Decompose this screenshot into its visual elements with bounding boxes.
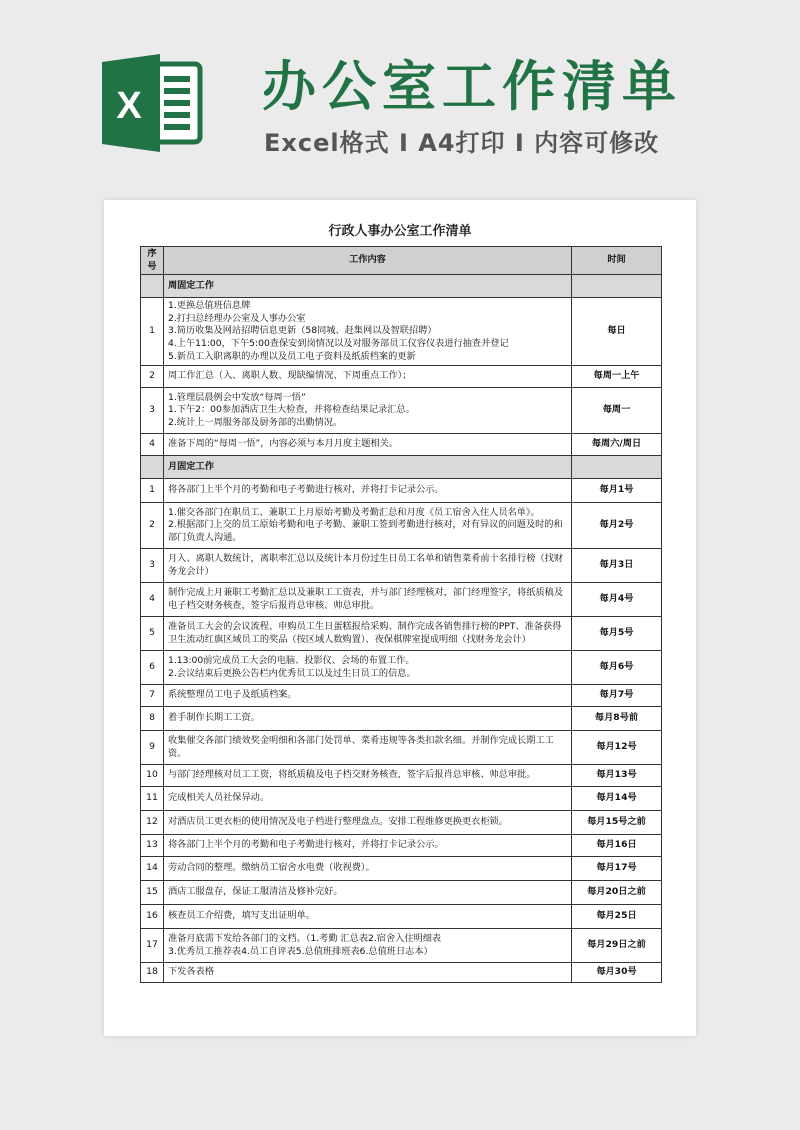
row-content	[164, 787, 572, 811]
section-row	[141, 456, 662, 479]
content-line: 系统整理员工电子及纸质档案。	[168, 689, 297, 701]
row-time: 每月1号	[572, 479, 662, 503]
work-list-table	[140, 246, 662, 983]
row-content	[164, 765, 572, 787]
content-line: 3.优秀员工推荐表4.员工自评表5.总值班排班表6.总值班日志本）	[168, 945, 433, 957]
row-content	[164, 434, 572, 456]
content-line: 下发各表格	[168, 966, 214, 978]
row-time: 每月7号	[572, 685, 662, 707]
row-content	[164, 503, 572, 549]
row-time: 每月14号	[572, 787, 662, 811]
content-line: 将各部门上半个月的考勤和电子考勤进行核对，并将打卡记录公示。	[168, 484, 444, 496]
row-content	[164, 731, 572, 765]
row-number: 1	[141, 298, 164, 366]
content-line: 制作完成上月兼职工考勤汇总以及兼职工工资表，并与部门经理核对，部门经理签字，将纸质稿及电子档交财务核查，签字后报肖总审核、帅总审批。	[168, 587, 564, 611]
row-time: 每月25日	[572, 905, 662, 929]
table-row	[141, 857, 662, 881]
row-content	[164, 835, 572, 857]
table-row	[141, 617, 662, 651]
content-line: 1.管理层晨例会中发放“每周一悟”	[168, 391, 306, 403]
row-number: 13	[141, 835, 164, 857]
row-time: 每周一	[572, 388, 662, 434]
table-row	[141, 905, 662, 929]
table-row	[141, 479, 662, 503]
section-title: 月固定工作	[164, 456, 572, 479]
row-number: 14	[141, 857, 164, 881]
row-content	[164, 929, 572, 963]
row-time: 每月3日	[572, 549, 662, 583]
table-row	[141, 881, 662, 905]
column-header-no: 序号	[141, 247, 164, 275]
table-row	[141, 765, 662, 787]
row-time: 每日	[572, 298, 662, 366]
svg-text:X: X	[116, 85, 142, 127]
content-line: 1.更换总值班信息牌	[168, 300, 251, 312]
content-line: 2.根据部门上交的员工原始考勤和电子考勤、兼职工签到考勤进行核对，对有异议的问题及时的和部门负责人沟通。	[168, 519, 563, 543]
table-row	[141, 434, 662, 456]
row-content	[164, 905, 572, 929]
content-line: 完成相关人员社保异动。	[168, 792, 270, 804]
content-line: 核查员工介绍费，填写支出证明单。	[168, 910, 315, 922]
section-time-cell	[572, 456, 662, 479]
content-line: 2.统计上一周服务部及厨务部的出勤情况。	[168, 416, 343, 428]
row-number: 2	[141, 366, 164, 388]
row-number: 6	[141, 651, 164, 685]
content-line: 1.下午2：00参加酒店卫生大检查，并将检查结果记录汇总。	[168, 404, 415, 416]
table-row	[141, 503, 662, 549]
row-content	[164, 549, 572, 583]
row-time: 每月4号	[572, 583, 662, 617]
row-time: 每周一上午	[572, 366, 662, 388]
table-row	[141, 388, 662, 434]
row-number: 17	[141, 929, 164, 963]
row-content	[164, 298, 572, 366]
table-row	[141, 651, 662, 685]
row-number: 10	[141, 765, 164, 787]
content-line: 月入、离职人数统计，离职率汇总以及统计本月份过生日员工名单和销售菜肴前十名排行榜（找财务龙会计）	[168, 553, 564, 577]
page-subtitle: Excel格式 I A4打印 I 内容可修改	[264, 129, 660, 157]
row-number: 3	[141, 549, 164, 583]
row-content	[164, 881, 572, 905]
content-line: 收集催交各部门绩效奖金明细和各部门处罚单、菜肴违规等各类扣款名细。并制作完成长期工工资。	[168, 735, 554, 759]
row-content	[164, 651, 572, 685]
row-number: 11	[141, 787, 164, 811]
section-no-cell	[141, 275, 164, 298]
row-number: 1	[141, 479, 164, 503]
content-line: 5.新员工入职离职的办理以及员工电子资料及纸质档案的更新	[168, 350, 416, 362]
table-row	[141, 707, 662, 731]
row-time: 每月17号	[572, 857, 662, 881]
table-header-row	[141, 247, 662, 275]
content-line: 劳动合同的整理。缴纳员工宿舍水电费（收视费）。	[168, 862, 375, 874]
content-line: 准备员工大会的会议流程、申购员工生日蛋糕报给采购、制作完成各销售排行榜的PPT、准备获得卫生流动红旗区域员工的奖品（按区域人数购置）、夜保棋牌室提成明细（找财务龙会计）	[168, 621, 562, 645]
row-content	[164, 366, 572, 388]
row-content	[164, 479, 572, 503]
row-number: 12	[141, 811, 164, 835]
column-header-time: 时间	[572, 247, 662, 275]
excel-logo-icon	[98, 50, 204, 156]
row-number: 8	[141, 707, 164, 731]
content-line: 周工作汇总（入、离职人数、现缺编情况、下周重点工作）；	[168, 370, 412, 382]
row-time: 每月20日之前	[572, 881, 662, 905]
content-line: 着手制作长期工工资。	[168, 712, 260, 724]
content-line: 4.上午11:00，下午5:00查保安到岗情况以及对服务部员工仪容仪表进行抽查并登记	[168, 337, 509, 349]
page-title: 办公室工作清单	[262, 55, 682, 118]
document-sheet	[104, 200, 696, 1036]
content-line: 1.催交各部门在职员工、兼职工上月原始考勤及考勤汇总和月度《员工宿舍入住人员名单》。	[168, 506, 540, 518]
row-content	[164, 707, 572, 731]
section-time-cell	[572, 275, 662, 298]
content-line: 1.13:00前完成员工大会的电脑、投影仪、会场的布置工作。	[168, 655, 415, 667]
table-body	[141, 275, 662, 983]
row-content	[164, 617, 572, 651]
content-line: 2.打扫总经理办公室及人事办公室	[168, 312, 306, 324]
row-time: 每月8号前	[572, 707, 662, 731]
table-row	[141, 685, 662, 707]
section-title: 周固定工作	[164, 275, 572, 298]
row-content	[164, 963, 572, 983]
content-line: 酒店工服盘存，保证工服清洁及修补完好。	[168, 886, 343, 898]
table-row	[141, 811, 662, 835]
row-number: 4	[141, 583, 164, 617]
row-content	[164, 811, 572, 835]
section-row	[141, 275, 662, 298]
column-header-content: 工作内容	[164, 247, 572, 275]
row-time: 每月15号之前	[572, 811, 662, 835]
table-row	[141, 787, 662, 811]
row-number: 16	[141, 905, 164, 929]
section-no-cell	[141, 456, 164, 479]
table-row	[141, 731, 662, 765]
row-time: 每月2号	[572, 503, 662, 549]
row-content	[164, 857, 572, 881]
row-content	[164, 685, 572, 707]
table-row	[141, 549, 662, 583]
row-time: 每月5号	[572, 617, 662, 651]
table-row	[141, 366, 662, 388]
table-row	[141, 298, 662, 366]
row-number: 9	[141, 731, 164, 765]
row-time: 每周六/周日	[572, 434, 662, 456]
document-title: 行政人事办公室工作清单	[328, 224, 472, 239]
row-time: 每月13号	[572, 765, 662, 787]
row-number: 7	[141, 685, 164, 707]
row-content	[164, 583, 572, 617]
row-number: 18	[141, 963, 164, 983]
row-time: 每月16日	[572, 835, 662, 857]
table-row	[141, 583, 662, 617]
row-content	[164, 388, 572, 434]
table-row	[141, 929, 662, 963]
content-line: 2.会议结束后更换公告栏内优秀员工以及过生日员工的信息。	[168, 667, 416, 679]
row-time: 每月12号	[572, 731, 662, 765]
content-line: 将各部门上半个月的考勤和电子考勤进行核对，并将打卡记录公示。	[168, 839, 444, 851]
row-time: 每月29日之前	[572, 929, 662, 963]
row-time: 每月30号	[572, 963, 662, 983]
content-line: 准备月底需下发给各部门的文档。（1.考勤 汇总表2.宿舍入住明细表	[168, 933, 442, 945]
content-line: 与部门经理核对员工工资，将纸质稿及电子档交财务核查，签字后报肖总审核、帅总审批。	[168, 769, 536, 781]
table-row	[141, 963, 662, 983]
content-line: 准备下周的“每周一悟”，内容必须与本月月度主题相关。	[168, 438, 399, 450]
content-line: 3.简历收集及网站招聘信息更新（58同城、赶集网以及智联招聘）	[168, 325, 437, 337]
banner	[0, 0, 800, 200]
row-number: 3	[141, 388, 164, 434]
row-time: 每月6号	[572, 651, 662, 685]
row-number: 5	[141, 617, 164, 651]
content-line: 对酒店员工更衣柜的使用情况及电子档进行整理盘点。安排工程维修更换更衣柜锁。	[168, 816, 508, 828]
table-row	[141, 835, 662, 857]
row-number: 15	[141, 881, 164, 905]
row-number: 2	[141, 503, 164, 549]
row-number: 4	[141, 434, 164, 456]
